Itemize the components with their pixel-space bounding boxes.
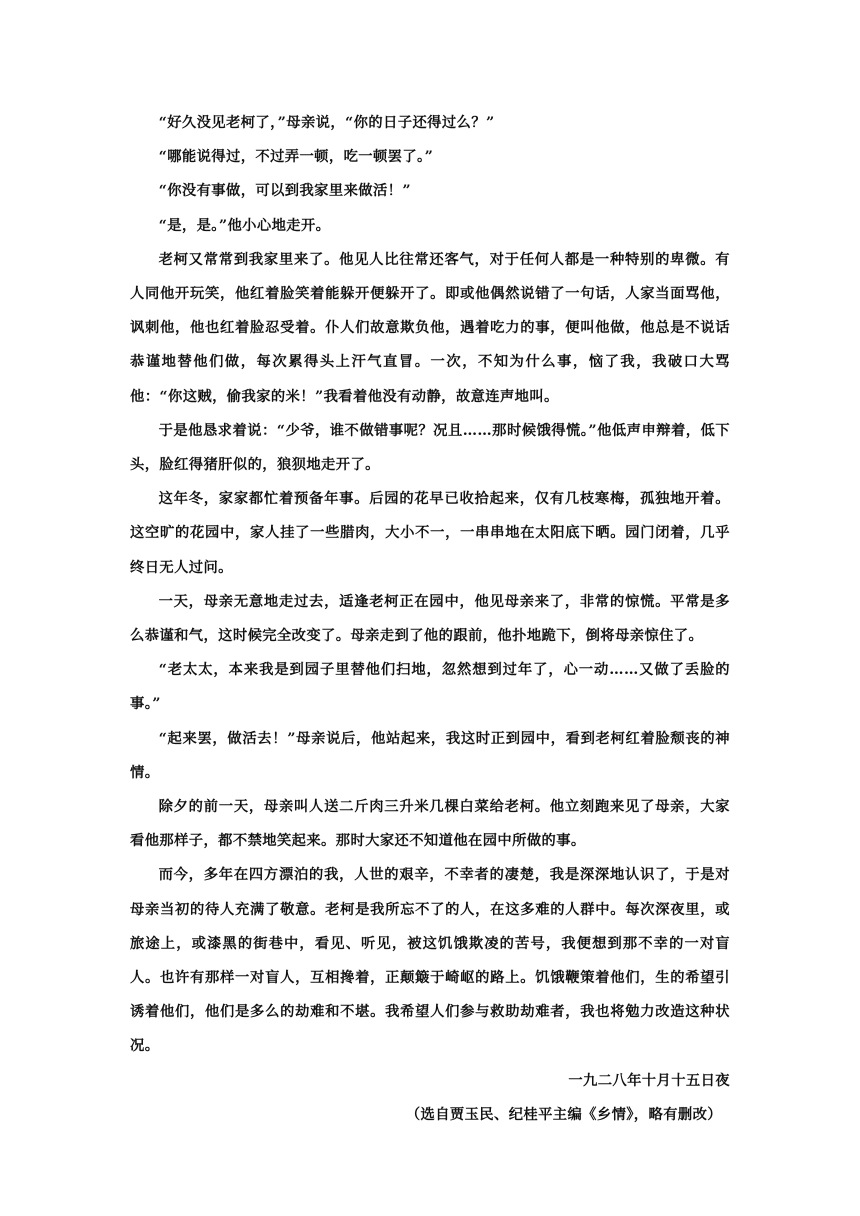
paragraph: “好久没见老柯了，”母亲说，“你的日子还得过么？” (158, 115, 495, 131)
paragraph: 于是他恳求着说：“少爷，谁不做错事呢？况且……那时候饿得慌。”他低声申辩着，低下头，脸红得猪肝似的，狼狈地走开了。 (130, 422, 730, 474)
date-line: 一九二八年十月十五日夜 (568, 1072, 730, 1089)
paragraph: “是，是。”他小心地走开。 (158, 217, 331, 234)
paragraph: “哪能说得过，不过弄一顿，吃一顿罢了。” (158, 149, 434, 166)
paragraph: 老柯又常常到我家里来了。他见人比往常还客气，对于任何人都是一种特别的卑微。有人同他开玩笑，他红着脸笑着能躲开便躲开了。即或他偶然说错了一句话，人家当面骂他，讽刺他，他也红着脸忍受着。仆人们故意欺负他，遇着吃力的事，便叫他做，他总是不说话恭谨地替他们做，每次累得头上汗气直冒。一次，不知为什么事，恼了我，我破口大骂他：“你这贼，偷我家的米！”我看着他没有动静，故意连声地叫。 (130, 251, 730, 405)
paragraph: 而今，多年在四方漂泊的我，人世的艰辛，不幸者的凄楚，我是深深地认识了，于是对母亲当初的待人充满了敬意。老柯是我所忘不了的人，在这多难的人群中。每次深夜里，或旅途上，或漆黑的街巷中，看见、听见，被这饥饿欺凌的苦号，我便想到那不幸的一对盲人。也许有那样一对盲人，互相搀着，正颠簸于崎岖的路上。饥饿鞭策着他们，生的希望引诱着他们，他们是多么的劫难和不堪。我希望人们参与救助劫难者，我也将勉力改造这种状况。 (130, 867, 730, 1055)
paragraph: “老太太，本来我是到园子里替他们扫地，忽然想到过年了，心一动……又做了丢脸的事。” (130, 662, 730, 713)
paragraph: 一天，母亲无意地走过去，适逢老柯正在园中，他见母亲来了，非常的惊慌。平常是多么恭谨和气，这时候完全改变了。母亲走到了他的跟前，他扑地跪下，倒将母亲惊住了。 (130, 593, 730, 645)
paragraph: 这年冬，家家都忙着预备年事。后园的花早已收拾起来，仅有几枝寒梅，孤独地开着。这空旷的花园中，家人挂了一些腊肉，大小不一，一串串地在太阳底下晒。园门闭着，几乎终日无人过问。 (130, 491, 730, 576)
source-citation: （选自贾玉民、纪桂平主编《乡情》，略有删改） (405, 1106, 722, 1123)
article-body (130, 106, 730, 1132)
paragraph: “你没有事做，可以到我家里来做活！” (158, 183, 411, 200)
paragraph: “起来罢，做活去！”母亲说后，他站起来，我这时正到园中，看到老柯红着脸颓丧的神情。 (130, 730, 730, 781)
paragraph: 除夕的前一天，母亲叫人送二斤肉三升米几棵白菜给老柯。他立刻跑来见了母亲，大家看他那样子，都不禁地笑起来。那时大家还不知道他在园中所做的事。 (130, 799, 730, 850)
